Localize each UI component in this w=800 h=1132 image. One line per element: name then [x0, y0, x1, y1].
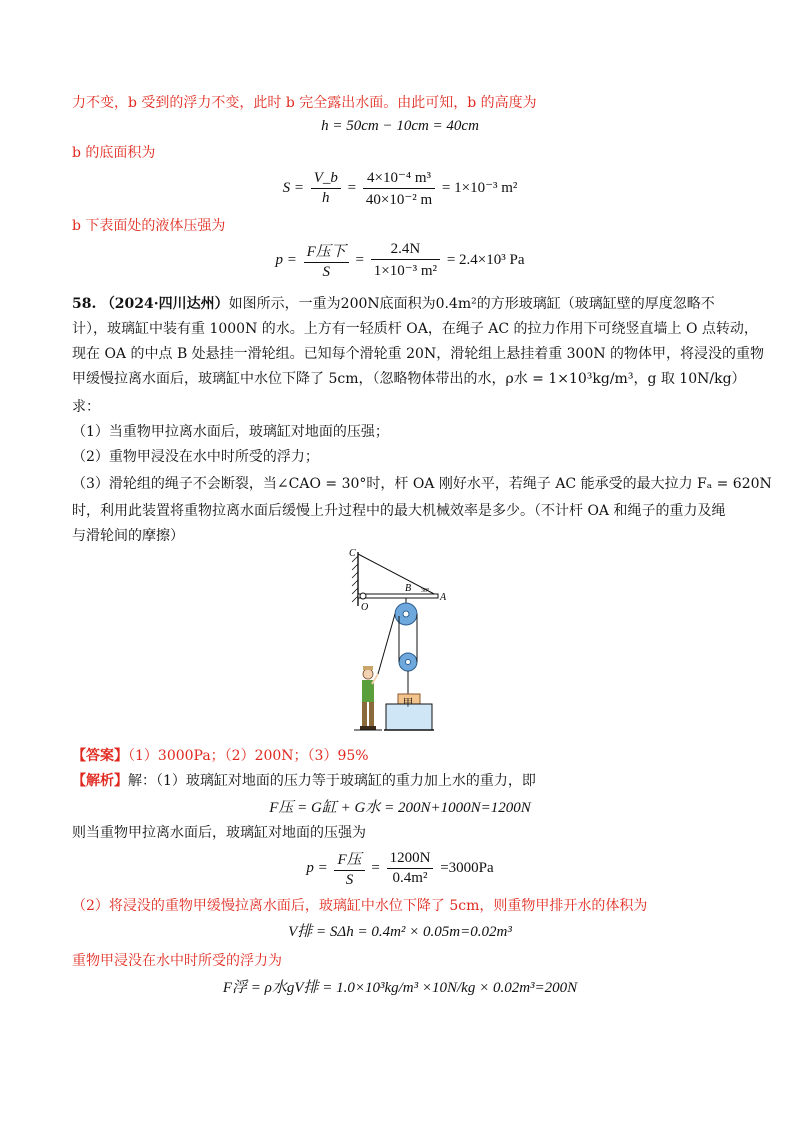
fraction-den: 0.4m² — [387, 868, 434, 887]
question-line — [72, 294, 715, 314]
question-line: 求： — [72, 399, 100, 415]
analysis-line — [72, 771, 536, 791]
question-line: 现在 OA 的中点 B 处悬挂一滑轮组。已知每个滑轮重 20N，滑轮组上悬挂着重 300N 的物体甲，将浸没的重物 — [72, 346, 765, 362]
fraction — [304, 240, 349, 281]
fraction — [311, 170, 341, 207]
fraction-den: h — [311, 188, 341, 207]
fraction-num: 1200N — [389, 850, 431, 866]
analysis-line: 重物甲浸没在水中时所受的浮力为 — [72, 953, 282, 969]
text-line: 力不变，b 受到的浮力不变，此时 b 完全露出水面。由此可知，b 的高度为 — [72, 95, 537, 111]
equation-volume: V排 = SΔh = 0.4m² × 0.05m=0.02m³ — [288, 924, 512, 940]
equation-pressure-tank: p = $\frac{\text{F压}}{S}$ = $\frac{1200N}{\text{0.4m²}}$ =3000Pa — [306, 850, 494, 888]
question-line: 计），玻璃缸中装有重 1000N 的水。上方有一轻质杆 OA，在绳子 AC 的拉力作用下可绕竖直墙上 O 点转动， — [72, 321, 758, 337]
label-b: B — [405, 583, 412, 594]
question-part: 时，利用此装置将重物拉离水面后缓慢上升过程中的最大机械效率是多少。（不计杆 OA 和绳子的重力及绳 — [72, 503, 726, 519]
equation-height: h = 50cm − 10cm = 40cm — [321, 118, 479, 134]
answer-tag: 【答案】 — [72, 748, 128, 764]
question-number: 58. — [72, 296, 97, 312]
label-a: A — [440, 592, 447, 603]
fraction-den: S — [334, 870, 364, 889]
label-c: C — [349, 548, 356, 559]
equation-pressure: p = $\frac{\text{F压下}}{S}$ = $\frac{2.4N}{\text{1×10⁻³ m²}}$ = 2.4×10³ Pa — [275, 241, 525, 280]
equation-force: F压 = G缸 + G水 = 200N+1000N=1200N — [269, 800, 531, 816]
question-part: （1）当重物甲拉离水面后，玻璃缸对地面的压强； — [72, 424, 389, 440]
equation-buoyancy: F浮 = ρ水gV排 = 1.0×10³kg/m³ ×10N/kg × 0.02m³=200N — [222, 980, 578, 996]
label-angle: 30° — [421, 588, 430, 594]
answer-text: （1）3000Pa；（2）200N；（3）95% — [128, 748, 369, 764]
pulley-diagram — [348, 546, 460, 734]
question-part: 与滑轮间的摩擦） — [72, 528, 184, 544]
fraction-den: 1×10⁻³ m² — [371, 259, 440, 280]
fraction-num: 4×10⁻⁴ m³ — [366, 170, 432, 186]
label-jia: 甲 — [403, 698, 413, 709]
equation-area: S = $\frac{V\_b}{h}$ = $\frac{\text{4×10⁻⁴ m³}}{\text{40×10⁻² m}}$ = 1×10⁻³ m² — [282, 170, 518, 208]
fraction-den: S — [304, 262, 349, 281]
fraction-num: F压 — [337, 852, 362, 868]
question-source: （2024·四川达州） — [100, 296, 229, 312]
text-line: b 的底面积为 — [72, 145, 156, 161]
analysis-line: （2）将浸没的重物甲缓慢拉离水面后，玻璃缸中水位下降了 5cm，则重物甲排开水的体积为 — [72, 898, 648, 914]
eq-lhs: p = — [306, 859, 328, 876]
analysis-text: 解：（1）玻璃缸对地面的压力等于玻璃缸的重力加上水的重力，即 — [128, 773, 536, 789]
fraction-den: 40×10⁻² m — [363, 188, 435, 209]
label-o: O — [361, 602, 369, 613]
fraction-num: V_b — [313, 170, 338, 186]
question-part: （2）重物甲浸没在水中时所受的浮力； — [72, 449, 319, 465]
question-line: 甲缓慢拉离水面后，玻璃缸中水位下降了 5cm，（忽略物体带出的水，ρ水 = 1×10³kg/m³，g 取 10N/kg） — [72, 371, 746, 387]
answer-line — [72, 746, 369, 766]
analysis-line: 则当重物甲拉离水面后，玻璃缸对地面的压强为 — [72, 825, 366, 841]
fraction — [371, 241, 440, 280]
fraction — [334, 848, 364, 889]
eq-rhs: = 1×10⁻³ m² — [441, 179, 518, 196]
fraction — [363, 168, 435, 209]
question-text: 如图所示，一重为200N底面积为0.4m²的方形玻璃缸（玻璃缸壁的厚度忽略不 — [228, 296, 715, 312]
question-part: （3）滑轮组的绳子不会断裂，当∠CAO = 30°时，杆 OA 刚好水平，若绳子 AC 能承受的最大拉力 Fₐ = 620N — [72, 476, 772, 492]
analysis-tag: 【解析】 — [72, 773, 128, 789]
fraction-num: 2.4N — [390, 241, 421, 257]
eq-lhs: S = — [282, 179, 304, 196]
eq-rhs: = 2.4×10³ Pa — [446, 251, 525, 268]
text-line: b 下表面处的液体压强为 — [72, 218, 226, 234]
eq-lhs: p = — [275, 251, 297, 268]
eq-rhs: =3000Pa — [440, 859, 494, 876]
fraction-num: F压下 — [306, 244, 346, 260]
fraction — [387, 850, 434, 887]
